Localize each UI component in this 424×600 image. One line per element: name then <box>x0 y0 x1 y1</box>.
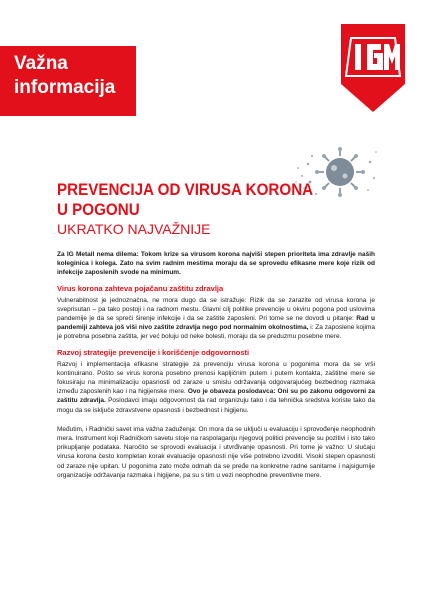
section-paragraph-protection <box>57 296 375 342</box>
document-body <box>57 250 375 486</box>
section-bold-text: Ovo je obaveza poslodavca: Oni su po zakonu odgovorni za zaštitu zdravlja. <box>57 388 375 405</box>
banner-line-2: informacija <box>14 77 116 98</box>
section-text: Razvoj i implementacija efikasne strategije za prevenciju virusa korona u pogonima mora da se vrši kontinuirano. Pošto se virus korona posebno prenosi kapljičnim putem i putem kontakta, zaštitne mere se fokusiraju na minimalizaciju opasnosti od zaraze u smislu održavanja odgovarajućeg bezbednog razmaka između zaposlenih kao i na higijenske mere. <box>57 360 375 396</box>
document-subtitle: UKRATKO NAJVAŽNIJE <box>57 221 211 237</box>
banner-line-1: Važna <box>14 53 68 74</box>
title-line-2: U POGONU <box>57 201 140 219</box>
document-title <box>57 180 361 220</box>
section-paragraph-strategy <box>57 360 375 415</box>
intro-paragraph: Za IG Metall nema dilema: Tokom krize sa virusom korona najviši stepen prioriteta ima zdravlje naših koleginica i kolega. Zato na svim radnim mestima moraju da se sprovedu efikasne mere koje rizik od infekcije zaposlenih svode na minimum. <box>57 251 375 277</box>
section-text: Poslodavci imaju odgovornost da rad organizuju tako i da tehnička sredstva koriste tako da mogu da se isključe zdravstvene opasnosti i bezbednost i higijenu. <box>57 397 375 414</box>
ig-metall-logo-icon <box>341 24 405 112</box>
section-heading-strategy: Razvoj strategije prevencije i korišćenje odgovornosti <box>57 347 250 357</box>
section-text: i: Za zaposlene kojima je potrebna posebna zaštita, jer već boluju od neke bolesti, moraju da se preduzmu posebne mere. <box>57 324 375 341</box>
section-bold-text: Rad u pandemiji zahteva još viši nivo zaštite zdravlja nego pod normalnim okolnostima, <box>57 315 375 332</box>
closing-paragraph: Međutim, i Radnički savet ima važna zaduženja: On mora da se uključi u evaluaciju i sprovođenje neophodnih mera. Instrument koji Radničkom savetu stoje na raspolaganju njegovoj politici prevencije su pozitivi i isto tako prikupljanje podataka. Naročito se sprovodi evaluacija i utvrđivanje opasnosti. Pri tome je važno: U slučaju virusa korona često kompletan korak evaluacije opasnosti nije više potrebno izvoditi. Visoki stepen opasnosti od zaraze nije upitan. U pogonima zato može odmah da se pređe na konkretne radne sanitarne i najsigurnije organizacije održavanja razmaka i higijene, pa su s tim u vezi neophodne preventivne mere. <box>57 425 375 479</box>
section-text: Vulnerabilnost je jednoznačna, ne mora dugo da se istražuje: Rizik da se zarazite od virusa korona je sveprisutan – pa tako postoji i na radnom mestu. Glavni cilj politike prevencije u okviru pogona pod uslovima pandemije je da se spreči širenje infekcije i da se zaštite zaposleni. Pri tome se ne dovodi u pitanje: <box>57 296 375 323</box>
section-heading-protection: Virus korona zahteva pojačanu zaštitu zdravlja <box>57 283 224 293</box>
title-line-1: PREVENCIJA OD VIRUSA KORONA <box>57 181 314 199</box>
important-info-banner <box>0 46 136 116</box>
